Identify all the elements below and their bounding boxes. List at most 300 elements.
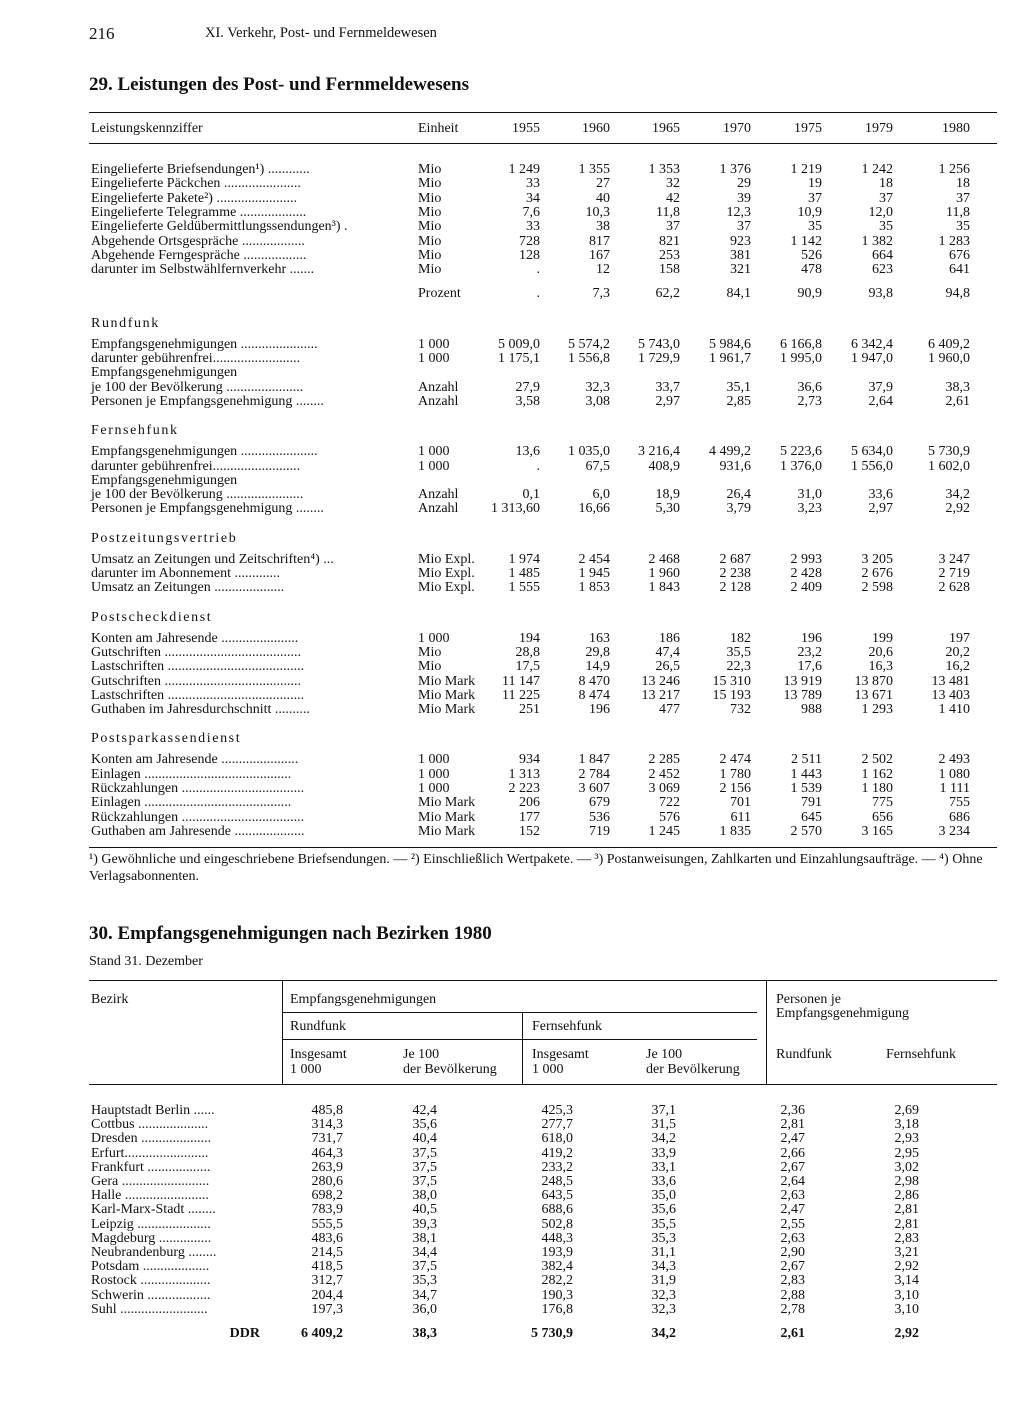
t29-cell: 177 [519,809,540,825]
t29-row-unit: Mio Mark [418,823,476,839]
t29-cell: 37 [666,219,680,235]
t29-row-label: Rückzahlungen ................................... [91,809,305,825]
t29-row-unit: Mio [418,644,442,660]
t30-cell: 31,5 [651,1117,676,1133]
t29-cell: 3,58 [515,393,540,409]
t29-cell: 1 843 [648,580,680,596]
t29-cell: 988 [801,702,822,718]
t29-cell: 2,92 [945,501,970,517]
t29-cell: 27 [596,176,610,192]
t29-cell: 2,61 [945,393,970,409]
t29-cell: 1 256 [938,162,970,177]
t29-row-unit: Anzahl [418,501,459,517]
t29-cell: 18 [956,176,970,192]
t29-cell: 1 835 [719,823,751,839]
t29-cell: 35 [808,219,822,235]
t29-cell: 29,8 [585,644,610,660]
t29-h-year: 1970 [723,121,751,136]
t29-cell: 641 [949,262,970,278]
t29-cell: 1 974 [508,551,540,567]
t30-cell: 3,10 [894,1301,919,1317]
t30-cell: 42,4 [412,1103,437,1118]
t30-cell: 233,2 [541,1159,573,1175]
t30-cell: 485,8 [311,1103,343,1118]
t29-row-unit: Mio [418,659,442,675]
t30-cell: 2,81 [780,1117,805,1133]
t29-row-unit: Prozent [418,286,461,302]
t29-cell: 676 [949,247,970,263]
t30-cell: 32,3 [651,1301,676,1317]
t29-row-unit: Mio Mark [418,687,476,703]
t29-cell: 755 [949,795,970,811]
t30-total-label: DDR [229,1326,260,1341]
t29-cell: 6 409,2 [928,336,970,352]
t30-cell: 35,6 [412,1117,437,1133]
t29-h-unit: Einheit [418,121,459,136]
t29-cell: 7,6 [522,204,540,220]
t30-cell: 37,5 [412,1159,437,1175]
t29-cell: 1 443 [790,766,822,782]
t29-cell: 20,6 [868,644,893,660]
t30-cell: 35,6 [651,1202,676,1218]
t30-cell: 39,3 [412,1216,437,1232]
t30-row-label: Halle ........................ [91,1188,209,1204]
t29-row-label: Lastschriften ....................................... [91,659,305,675]
t29-row-label: Empfangsgenehmigungen [91,365,238,381]
t29-cell: 11,8 [946,204,970,220]
t30-h-p-fernsehfunk: Fernsehfunk [886,1047,956,1062]
t29-cell: 34 [526,190,540,206]
t29-cell: 2 238 [719,566,751,581]
t29-cell: . [536,286,540,302]
t30-cell: 2,88 [780,1287,805,1303]
t30-cell: 277,7 [541,1117,573,1133]
t29-cell: 1 249 [508,162,540,177]
t29-cell: 5 984,6 [709,336,751,352]
t29-cell: 13 919 [783,673,822,689]
t30-cell: 37,5 [412,1259,437,1275]
t29-cell: 1 293 [861,702,893,718]
t30-row-label: Neubrandenburg ........ [91,1245,217,1260]
t29-cell: 35,1 [726,379,751,395]
t29-cell: 5,30 [655,501,680,517]
t29-cell: 478 [801,262,822,278]
t29-cell: 0,1 [522,487,540,503]
t29-cell: 13,6 [515,444,540,460]
t29-h-year: 1975 [794,121,822,136]
table29-bottom-rule [89,847,997,848]
t29-cell: 2 687 [719,551,751,567]
t29-cell: 47,4 [655,644,680,660]
t29-cell: 2 409 [790,580,822,596]
t29-row-label: je 100 der Bevölkerung ...................... [91,487,304,503]
t29-cell: 5 223,6 [780,444,822,460]
t29-cell: 2 468 [648,551,680,567]
t29-row-label: Empfangsgenehmigungen [91,472,238,488]
t30-cell: 282,2 [541,1273,573,1289]
t29-cell: 1 355 [578,162,610,177]
t29-cell: 2 452 [648,766,680,782]
t30-cell: 2,95 [894,1145,919,1161]
t30-cell: 3,18 [894,1117,919,1133]
t29-row-unit: Mio Mark [418,702,476,718]
t30-cell: 35,3 [412,1273,437,1289]
t30-cell: 2,81 [894,1216,919,1232]
t29-cell: 12,3 [726,204,751,220]
t29-cell: 35 [879,219,893,235]
t29-cell: 1 410 [938,702,970,718]
t29-row-label: Eingelieferte Telegramme ................... [91,204,307,220]
t30-cell: 38,0 [412,1188,437,1204]
t29-cell: 576 [659,809,680,825]
t29-h-year: 1979 [865,121,893,136]
t29-cell: 197 [949,630,970,646]
t29-cell: 5 743,0 [638,336,680,352]
t29-cell: 3 069 [648,781,680,796]
t29-row-unit: Mio [418,190,442,206]
t29-section-title: Fernsehfunk [91,423,179,439]
t29-cell: 2,97 [655,393,680,409]
t30-cell: 33,9 [651,1145,676,1161]
t29-row-unit: 1 000 [418,781,450,796]
t29-cell: 3,23 [797,501,822,517]
t30-cell: 382,4 [541,1259,573,1275]
t29-cell: 67,5 [585,458,610,474]
t30-row-label: Erfurt........................ [91,1145,209,1161]
t29-cell: 477 [659,702,680,718]
t30-h-personen-2: Empfangsgenehmigung [776,1006,909,1021]
t29-cell: 34,2 [945,487,970,503]
t29-row-unit: Mio Mark [418,795,476,811]
t29-cell: 2,97 [868,501,893,517]
t30-cell: 31,9 [651,1273,676,1289]
t30-vline-3 [766,981,767,1084]
t30-cell: 2,81 [894,1202,919,1218]
t29-section-title: Postscheckdienst [91,609,213,625]
t29-row-label: Eingelieferte Briefsendungen¹) ............ [91,162,310,177]
t29-row-label: Personen je Empfangsgenehmigung ........ [91,393,324,409]
t29-cell: 1 162 [861,766,893,782]
t29-cell: 536 [589,809,610,825]
t30-cell: 2,69 [894,1103,919,1118]
t29-cell: 152 [519,823,540,839]
t29-cell: 20,2 [945,644,970,660]
t30-cell: 31,1 [651,1245,676,1260]
t29-cell: 1 376 [719,162,751,177]
t29-cell: 1 960 [648,566,680,581]
t30-cell: 2,90 [780,1245,805,1260]
t29-row-label: Personen je Empfangsgenehmigung ........ [91,501,324,517]
t30-row-label: Hauptstadt Berlin ...... [91,1103,215,1118]
t29-cell: 1 995,0 [780,351,822,366]
t29-row-unit: Mio Expl. [418,551,475,567]
t29-cell: 2 223 [508,781,540,796]
t29-cell: 1 485 [508,566,540,581]
t29-h-year: 1965 [652,121,680,136]
t29-cell: 16,66 [578,501,610,517]
t30-cell: 2,83 [780,1273,805,1289]
t30-cell: 688,6 [541,1202,573,1218]
t29-cell: 12 [596,262,610,278]
t29-cell: 15 310 [712,673,751,689]
t29-cell: 1 847 [578,752,610,768]
t29-row-label: Lastschriften ....................................... [91,687,305,703]
t29-cell: 611 [730,809,751,825]
t30-h-personen-1: Personen je [776,992,841,1007]
t30-cell: 2,67 [780,1159,805,1175]
t29-cell: 321 [730,262,751,278]
t29-cell: 934 [519,752,540,768]
t29-cell: 732 [730,702,751,718]
t30-cell: 2,86 [894,1188,919,1204]
t29-cell: 2 493 [938,752,970,768]
t29-cell: 163 [589,630,610,646]
t29-cell: 18 [879,176,893,192]
t29-row-unit: 1 000 [418,630,450,646]
t30-h-fernsehfunk: Fernsehfunk [532,1019,602,1034]
t29-cell: 821 [659,233,680,249]
t29-row-label: darunter im Abonnement ............. [91,566,280,581]
t29-cell: 686 [949,809,970,825]
t30-cell: 36,0 [412,1301,437,1317]
t29-cell: 206 [519,795,540,811]
t30-cell: 2,55 [780,1216,805,1232]
t29-cell: 37 [956,190,970,206]
t29-cell: 26,5 [655,659,680,675]
t29-cell: 84,1 [726,286,751,302]
t29-cell: 167 [589,247,610,263]
t29-h-year: 1960 [582,121,610,136]
t30-h-insgesamt-2-unit: 1 000 [532,1062,564,1077]
t30-h-je100-2: Je 100 [646,1047,683,1062]
t30-total-cell: 2,61 [780,1326,805,1341]
t29-cell: 13 217 [641,687,680,703]
t29-cell: . [536,262,540,278]
running-head: XI. Verkehr, Post- und Fernmeldewesen [205,25,437,41]
t29-cell: 1 780 [719,766,751,782]
t29-cell: 16,3 [868,659,893,675]
t29-row-unit: 1 000 [418,351,450,366]
t29-cell: 31,0 [797,487,822,503]
t29-cell: 1 111 [939,781,970,796]
t29-cell: 1 313 [508,766,540,782]
t29-cell: 1 960,0 [928,351,970,366]
t29-cell: 36,6 [797,379,822,395]
t29-cell: 33 [526,176,540,192]
table29-title: 29. Leistungen des Post- und Fernmeldewesens [89,74,470,95]
t29-cell: 196 [801,630,822,646]
t29-row-label: Guthaben im Jahresdurchschnitt .......... [91,702,310,718]
t30-row-label: Leipzig ..................... [91,1216,211,1232]
t30-cell: 190,3 [541,1287,573,1303]
t29-cell: 817 [589,233,610,249]
t29-row-label: je 100 der Bevölkerung ...................... [91,379,304,395]
t29-cell: 3 247 [938,551,970,567]
t30-vline-2 [522,1013,523,1084]
t30-h-rundfunk: Rundfunk [290,1019,346,1034]
t30-total-cell: 2,92 [894,1326,919,1341]
t30-cell: 34,3 [651,1259,676,1275]
t29-cell: 2 502 [861,752,893,768]
t29-row-unit: Mio Mark [418,809,476,825]
t30-row-label: Rostock .................... [91,1273,211,1289]
t29-cell: 199 [872,630,893,646]
t29-cell: 1 376,0 [780,458,822,474]
t30-cell: 3,10 [894,1287,919,1303]
t29-cell: 26,4 [726,487,751,503]
t29-cell: 2 784 [578,766,610,782]
t29-cell: 11,8 [656,204,680,220]
t30-row-label: Schwerin .................. [91,1287,211,1303]
t29-cell: 16,2 [945,659,970,675]
table30-subtitle: Stand 31. Dezember [89,954,203,969]
t30-total-cell: 34,2 [651,1326,676,1341]
t29-cell: 14,9 [585,659,610,675]
t29-cell: 3 607 [578,781,610,796]
t29-cell: 10,9 [797,204,822,220]
t29-row-label: Rückzahlungen ................................... [91,781,305,796]
t30-cell: 2,93 [894,1131,919,1147]
t30-cell: 783,9 [311,1202,343,1218]
t29-cell: 13 481 [931,673,970,689]
t29-cell: 37,9 [868,379,893,395]
t29-cell: 19 [808,176,822,192]
t30-cell: 3,14 [894,1273,919,1289]
t29-cell: 1 219 [790,162,822,177]
t29-cell: 1 180 [861,781,893,796]
t30-cell: 464,3 [311,1145,343,1161]
t29-row-label: darunter im Selbstwählfernverkehr ....... [91,262,315,278]
t30-cell: 34,2 [651,1131,676,1147]
t29-cell: 1 353 [648,162,680,177]
t30-cell: 2,36 [780,1103,805,1118]
t30-cell: 34,7 [412,1287,437,1303]
t29-cell: 186 [659,630,680,646]
t29-cell: 158 [659,262,680,278]
t29-row-unit: 1 000 [418,444,450,460]
t30-cell: 2,63 [780,1188,805,1204]
t29-row-label: Einlagen .......................................... [91,766,292,782]
t29-section-title: Postzeitungsvertrieb [91,530,238,546]
t29-cell: 3,79 [726,501,751,517]
t29-h-year: 1955 [512,121,540,136]
t29-row-unit: Mio [418,204,442,220]
t30-cell: 2,67 [780,1259,805,1275]
t29-row-label: Gutschriften ....................................... [91,673,301,689]
t29-cell: 2 285 [648,752,680,768]
t29-cell: 2,64 [868,393,893,409]
t30-cell: 555,5 [311,1216,343,1232]
t29-cell: 2 428 [790,566,822,581]
t29-row-unit: Mio Expl. [418,566,475,581]
t29-cell: 664 [872,247,893,263]
t29-row-unit: Anzahl [418,487,459,503]
t29-cell: 13 789 [783,687,822,703]
t30-cell: 3,21 [894,1245,919,1260]
t29-cell: 2 156 [719,781,751,796]
t30-cell: 38,1 [412,1230,437,1246]
t29-cell: 1 245 [648,823,680,839]
t30-cell: 2,63 [780,1230,805,1246]
t29-cell: 1 313,60 [491,501,540,517]
t29-cell: 1 142 [790,233,822,249]
t30-cell: 2,98 [894,1174,919,1189]
t30-h-je100-1: Je 100 [403,1047,440,1062]
t29-row-label: Einlagen .......................................... [91,795,292,811]
t29-cell: 931,6 [719,458,751,474]
t30-cell: 731,7 [311,1131,343,1147]
t29-row-unit: Anzahl [418,379,459,395]
t29-row-label: Konten am Jahresende ...................... [91,752,299,768]
t30-cell: 204,4 [311,1287,343,1303]
t29-cell: 22,3 [726,659,751,675]
t29-cell: 5 730,9 [928,444,970,460]
t30-total-cell: 5 730,9 [531,1326,573,1341]
t29-row-label: Gutschriften ....................................... [91,644,301,660]
t29-cell: 94,8 [945,286,970,302]
t30-cell: 2,92 [894,1259,919,1275]
t29-cell: 1 853 [578,580,610,596]
t29-row-label: Umsatz an Zeitungen und Zeitschriften⁴) ... [91,551,334,567]
t29-cell: 1 945 [578,566,610,581]
t30-cell: 618,0 [541,1131,573,1147]
page-number: 216 [89,24,115,43]
t29-cell: 7,3 [592,286,610,302]
t29-cell: 1 556,0 [851,458,893,474]
t29-cell: 18,9 [655,487,680,503]
t29-row-unit: 1 000 [418,458,450,474]
t30-row-label: Dresden .................... [91,1131,212,1147]
t30-cell: 2,47 [780,1131,805,1147]
t29-row-label: Umsatz an Zeitungen .................... [91,580,285,596]
t29-cell: 679 [589,795,610,811]
t29-cell: 196 [589,702,610,718]
t29-row-label: darunter gebührenfrei......................... [91,458,301,474]
t30-row-label: Suhl ......................... [91,1301,208,1317]
t29-row-unit: Mio [418,233,442,249]
t30-sub-rule [282,1039,757,1040]
t30-row-label: Magdeburg ............... [91,1230,212,1246]
t30-cell: 280,6 [311,1174,343,1189]
t30-cell: 263,9 [311,1159,343,1175]
t29-cell: 11 225 [502,687,540,703]
t29-cell: 251 [519,702,540,718]
t29-cell: 2 628 [938,580,970,596]
t29-row-unit: Mio [418,162,442,177]
t29-cell: 1 556,8 [568,351,610,366]
t29-cell: . [536,458,540,474]
t29-row-unit: Mio Expl. [418,580,475,596]
t29-row-label: Guthaben am Jahresende .................... [91,823,305,839]
t29-cell: 2 128 [719,580,751,596]
t29-cell: 194 [519,630,540,646]
t29-cell: 2,85 [726,393,751,409]
t29-row-label: Abgehende Ferngespräche .................. [91,247,307,263]
t30-cell: 2,83 [894,1230,919,1246]
t29-cell: 1 947,0 [851,351,893,366]
t30-h-je100-2-sub: der Bevölkerung [646,1062,740,1077]
t30-cell: 502,8 [541,1216,573,1232]
t29-cell: 719 [589,823,610,839]
t29-cell: 182 [730,630,751,646]
t30-cell: 35,3 [651,1230,676,1246]
t29-cell: 1 080 [938,766,970,782]
t29-cell: 35,5 [726,644,751,660]
t29-cell: 722 [659,795,680,811]
t29-cell: 3 165 [861,823,893,839]
t30-h-je100-1-sub: der Bevölkerung [403,1062,497,1077]
t30-cell: 2,66 [780,1145,805,1161]
